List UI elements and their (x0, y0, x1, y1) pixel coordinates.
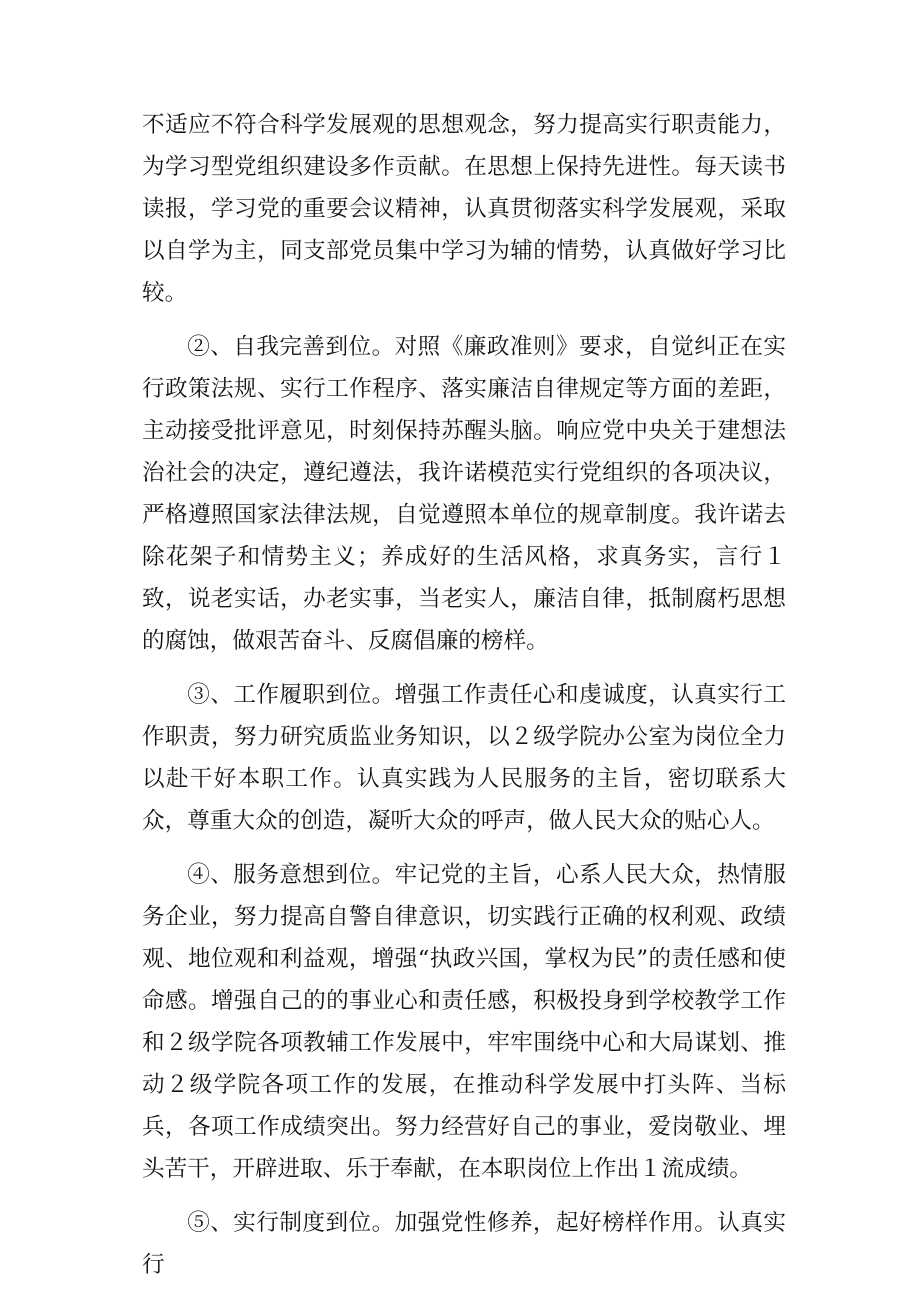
paragraph-continuation: 不适应不符合科学发展观的思想观念，努力提高实行职责能力，为学习型党组织建设多作贡献。在思想上保持先进性。每天读书读报，学习党的重要会议精神，认真贯彻落实科学发展观，采取以自学为主，同支部党员集中学习为辅的情势，认真做好学习比较。 (142, 112, 786, 306)
paragraph-self-improvement: ②、自我完善到位。对照《廉政准则》要求，自觉纠正在实行政策法规、实行工作程序、落实廉洁自律规定等方面的差距，主动接受批评意见，时刻保持苏醒头脑。响应党中央关于建想法治社会的决定，遵纪遵法，我许诺模范实行党组织的各项决议，严格遵照国家法律法规，自觉遵照本单位的规章制度。我许诺去除花架子和情势主义；养成好的生活风格，求真务实，言行１致，说老实话，办老实事，当老实人，廉洁自律，抵制腐朽思想的腐蚀，做艰苦奋斗、反腐倡廉的榜样。 (142, 334, 786, 654)
paragraph-system-implementation: ⑤、实行制度到位。加强党性修养，起好榜样作用。认真实行 (142, 1210, 786, 1278)
paragraph-service-awareness: ④、服务意想到位。牢记党的主旨，心系人民大众，热情服务企业，努力提高自警自律意识，切实践行正确的权利观、政绩观、地位观和利益观，增强“执政兴国，掌权为民”的责任感和使命感。增强自己的的事业心和责任感，积极投身到学校教学工作和２级学院各项教辅工作发展中，牢牢围绕中心和大局谋划、推动２级学院各项工作的发展，在推动科学发展中打头阵、当标兵，各项工作成绩突出。努力经营好自己的事业，爱岗敬业、埋头苦干，开辟进取、乐于奉献，在本职岗位上作出１流成绩。 (142, 862, 786, 1182)
paragraph-work-duty: ③、工作履职到位。增强工作责任心和虔诚度，认真实行工作职责，努力研究质监业务知识，以２级学院办公室为岗位全力以赴干好本职工作。认真实践为人民服务的主旨，密切联系大众，尊重大众的创造，凝听大众的呼声，做人民大众的贴心人。 (142, 682, 786, 834)
document-body (142, 104, 786, 1298)
